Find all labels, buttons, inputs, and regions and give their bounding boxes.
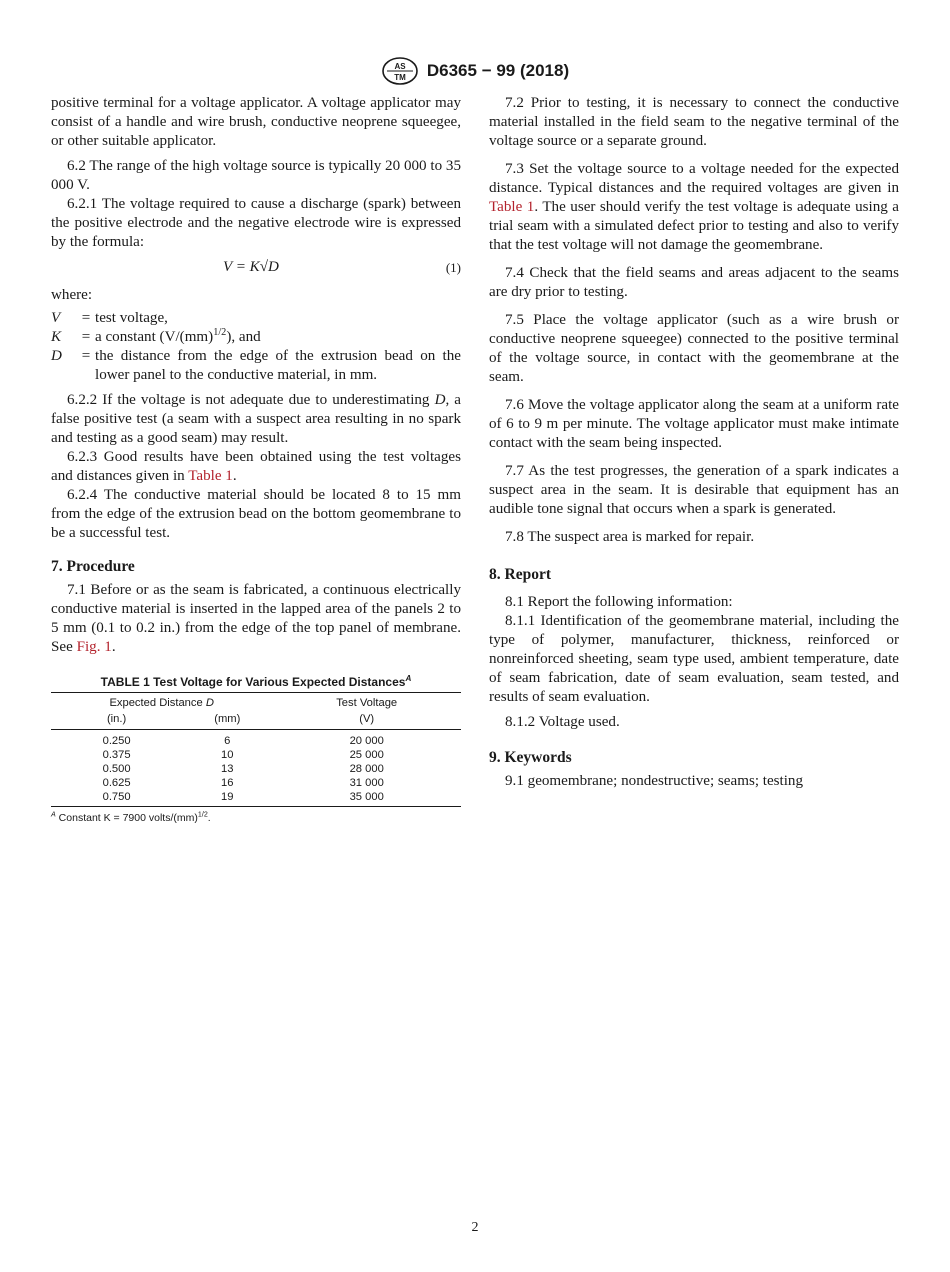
table-footnote (51, 811, 461, 825)
table-1-link[interactable]: Table 1 (489, 199, 535, 215)
header-variable: D (205, 697, 214, 709)
definition-text: the distance from the edge of the extrusion bead on the lower panel to the conductive material, in mm. (95, 348, 461, 383)
definition-equals: = (81, 348, 91, 364)
table-row (51, 776, 461, 790)
definition-text-main: a constant (V/(mm) (95, 329, 214, 345)
paragraph-7-6: 7.6 Move the voltage applicator along the seam at a uniform rate of 6 to 9 m per minute. The voltage applicator must make intimate contact with the seam being inspected. (489, 397, 899, 451)
paragraph-7-5: 7.5 Place the voltage applicator (such as a wire brush or conductive neoprene squeegee) connected to the positive terminal of the voltage source, in contact with the geomembrane at the seam. (489, 312, 899, 385)
paragraph-7-1 (51, 581, 461, 657)
paragraph-6-2-1: 6.2.1 The voltage required to cause a discharge (spark) between the positive electrode and the negative electrode wire is expressed by the formula: (51, 196, 461, 250)
definition-d (51, 347, 461, 385)
table-row (51, 748, 461, 762)
definition-equals: = (81, 310, 91, 326)
heading-procedure: 7. Procedure (51, 558, 135, 575)
text-run: 7.3 Set the voltage source to a voltage needed for the expected distance. Typical distances and the required voltages are given in (489, 161, 899, 196)
cell-voltage: 31 000 (349, 777, 384, 789)
definition-symbol: D (51, 348, 62, 364)
definition-superscript: 1/2 (213, 326, 227, 338)
where-label: where: (51, 287, 93, 303)
unit-v: (V) (272, 711, 461, 730)
svg-text:AS: AS (394, 62, 406, 71)
table-units-row (51, 711, 461, 730)
table-1 (51, 675, 461, 825)
header-expected-distance (51, 693, 272, 712)
paragraph-9-1: 9.1 geomembrane; nondestructive; seams; testing (505, 773, 804, 789)
text-run: 6.2.3 Good results have been obtained using the test voltages and distances given in (51, 449, 461, 484)
variable-definitions (51, 309, 461, 385)
definition-v (51, 309, 461, 328)
heading-keywords: 9. Keywords (489, 749, 572, 766)
paragraph-7-8: 7.8 The suspect area is marked for repair. (505, 529, 755, 545)
cell-mm: 19 (182, 790, 272, 807)
cell-mm: 10 (221, 749, 234, 761)
table-1-link[interactable]: Table 1 (188, 468, 233, 484)
definition-symbol: K (51, 329, 62, 345)
cell-voltage: 28 000 (349, 763, 384, 775)
cell-voltage: 20 000 (349, 735, 384, 747)
footnote-end: . (207, 812, 211, 824)
equation-text: V = K√D (223, 259, 279, 275)
definition-text-after: ), and (226, 329, 261, 345)
cell-voltage: 25 000 (349, 749, 384, 761)
paragraph-continuation: positive terminal for a voltage applicator. A voltage applicator may consist of a handle and wire brush, conductive neoprene squeegee, or other suitable applicator. (51, 95, 461, 149)
page-header (0, 56, 950, 86)
table-row (51, 762, 461, 776)
header-text: Expected Distance (109, 697, 206, 709)
cell-mm: 16 (221, 777, 234, 789)
cell-in: 0.250 (102, 735, 131, 747)
table-title (51, 675, 461, 689)
cell-voltage: 35 000 (272, 790, 461, 807)
unit-mm: (mm) (182, 711, 272, 730)
document-designation: D6365 − 99 (2018) (426, 61, 570, 80)
table-row (51, 790, 461, 807)
paragraph-7-3 (489, 160, 899, 255)
paragraph-8-1-2: 8.1.2 Voltage used. (505, 714, 620, 730)
definition-equals: = (81, 329, 91, 345)
text-run: 7.1 Before or as the seam is fabricated, a continuous electrically conductive material is inserted in the lapped area of the panels 2 to 5 mm (0.1 to 0.2 in.) from the edge of the top panel of membrane. See (51, 582, 461, 655)
astm-logo-icon (381, 56, 419, 86)
fig-1-link[interactable]: Fig. 1 (76, 639, 112, 655)
cell-in: 0.625 (102, 777, 131, 789)
equation-1 (51, 256, 461, 280)
cell-in: 0.375 (102, 749, 131, 761)
svg-text:TM: TM (394, 73, 406, 82)
definition-k (51, 328, 461, 347)
variable-d: D (434, 392, 446, 408)
definition-text: test voltage, (95, 310, 168, 326)
footnote-superscript: 1/2 (197, 810, 208, 819)
table-title-footnote-mark: A (405, 674, 412, 683)
paragraph-7-2: 7.2 Prior to testing, it is necessary to connect the conductive material installed in the field seam to the negative terminal of the voltage source or a separate ground. (489, 95, 899, 149)
footnote-mark: A (51, 810, 56, 819)
table-title-text: TABLE 1 Test Voltage for Various Expected Distances (100, 675, 406, 689)
cell-in: 0.500 (102, 763, 131, 775)
equation-number: (1) (445, 260, 461, 275)
voltage-table (51, 692, 461, 807)
text-run: 6.2.2 If the voltage is not adequate due to underestimating (67, 392, 435, 408)
paragraph-7-7: 7.7 As the test progresses, the generation of a spark indicates a suspect area in the seam. It is desirable that equipment has an audible tone signal that occurs when a spark is generated. (489, 463, 899, 517)
unit-in: (in.) (51, 711, 182, 730)
paragraph-6-2: 6.2 The range of the high voltage source is typically 20 000 to 35 000 V. (51, 158, 461, 193)
definition-symbol: V (51, 310, 61, 326)
text-run: , a false positive test (a seam with a suspect area resulting in no spark and testing as a good seam) may result. (51, 392, 462, 446)
header-test-voltage: Test Voltage (272, 693, 461, 712)
left-column (51, 94, 461, 825)
paragraph-6-2-3 (51, 448, 461, 486)
definition-text (95, 328, 461, 347)
heading-report: 8. Report (489, 566, 551, 583)
page-number: 2 (471, 1220, 479, 1235)
cell-in: 0.750 (51, 790, 182, 807)
paragraph-7-4: 7.4 Check that the field seams and areas adjacent to the seams are dry prior to testing. (489, 265, 899, 300)
paragraph-6-2-4: 6.2.4 The conductive material should be located 8 to 15 mm from the edge of the extrusion bead on the bottom geomembrane to be a successful test. (51, 487, 461, 541)
footnote-text: Constant K = 7900 volts/(mm) (55, 812, 198, 824)
text-run: . (232, 468, 237, 484)
paragraph-6-2-2 (51, 391, 461, 448)
right-column (489, 94, 899, 791)
paragraph-8-1-1: 8.1.1 Identification of the geomembrane material, including the type of polymer, manufacturer, thickness, reinforced or nonreinforced sheeting, seam type used, ambient temperature, date of seam fabrication, date of seam evaluation, seam tested, and results of seam evaluation. (489, 613, 899, 705)
text-run: . (111, 639, 116, 655)
cell-mm: 13 (221, 763, 234, 775)
table-header-row (51, 693, 461, 712)
text-run: . The user should verify the test voltage is adequate using a trial seam with a simulated defect prior to testing and also to verify that the test voltage will not damage the geomembrane. (489, 199, 899, 253)
cell-mm: 6 (224, 735, 231, 747)
table-row (51, 730, 461, 749)
paragraph-8-1: 8.1 Report the following information: (505, 594, 733, 610)
